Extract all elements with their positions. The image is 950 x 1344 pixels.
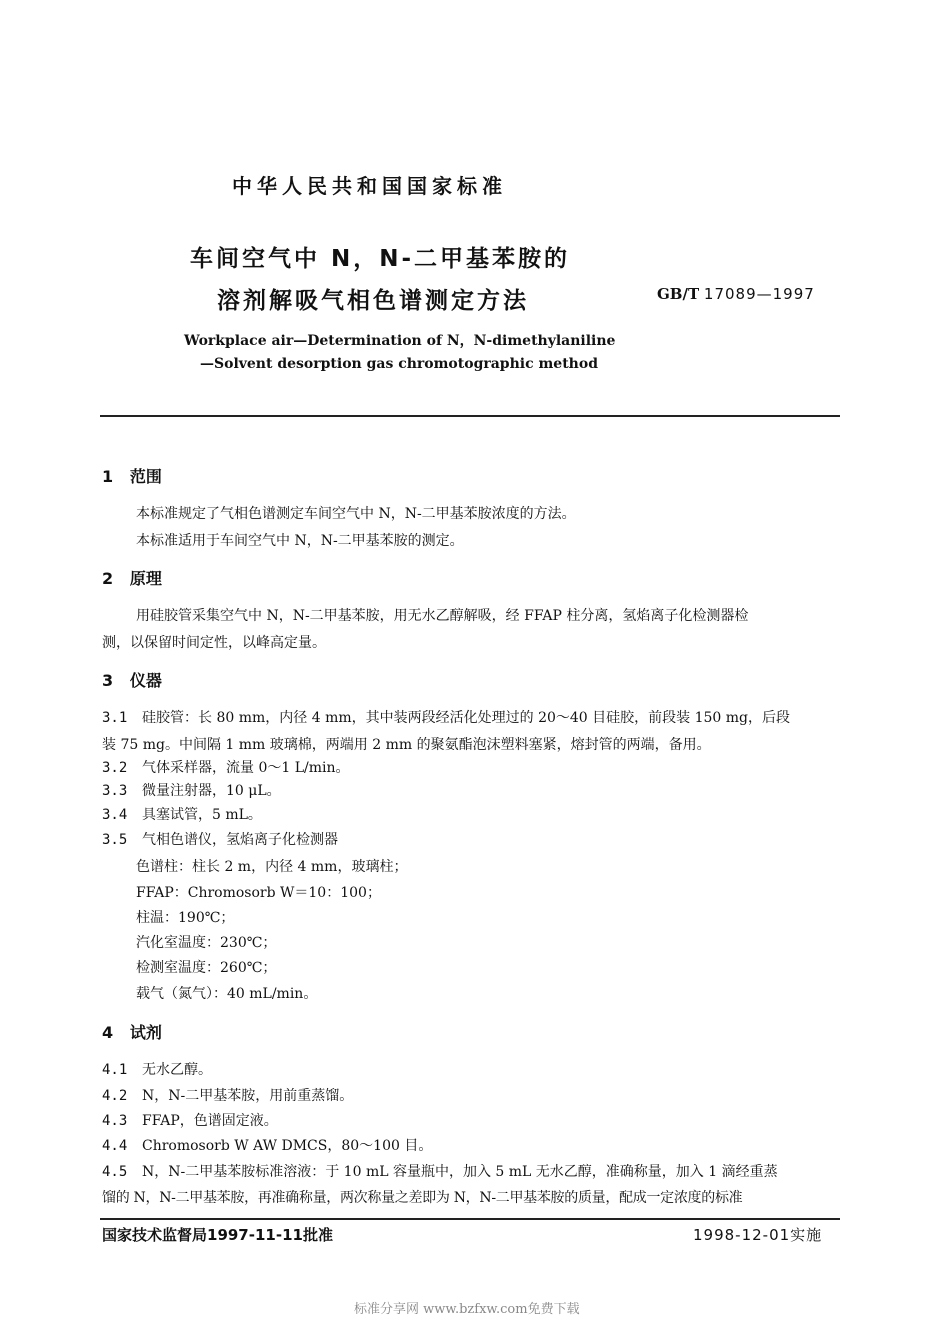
section-4-heading (102, 1020, 162, 1043)
instrument-detail: 色谱柱：柱长 2 m，内径 4 mm，玻璃柱； (136, 859, 408, 875)
section-number: 2 (102, 569, 114, 588)
clause-text: 微量注射器，10 μL。 (142, 783, 281, 799)
section-title: 仪器 (129, 671, 162, 690)
top-divider (100, 415, 840, 417)
section-title: 原理 (129, 569, 162, 588)
section-title: 试剂 (129, 1023, 162, 1042)
paragraph: 馏的 N，N-二甲基苯胺，再准确称量，两次称量之差即为 N，N-二甲基苯胺的质量，配成一定浓度的标准 (102, 1190, 743, 1206)
clause-text: 硅胶管：长 80 mm，内径 4 mm，其中装两段经活化处理过的 20～40 目硅胶，前段装 150 mg，后段 (142, 710, 791, 726)
clause-3-5 (102, 829, 338, 849)
bottom-divider (100, 1218, 840, 1220)
instrument-detail: FFAP：Chromosorb W＝10：100； (136, 885, 381, 901)
instrument-detail: 载气（氮气）：40 mL/min。 (136, 986, 318, 1002)
clause-4-3 (102, 1110, 278, 1130)
english-title-line-1: Workplace air—Determination of N，N-dimethylaniline (184, 333, 616, 349)
section-2-heading (102, 566, 162, 589)
clause-text: 无水乙醇。 (142, 1062, 212, 1078)
instrument-detail: 汽化室温度：230℃； (136, 935, 277, 951)
clause-4-2 (102, 1085, 353, 1105)
standard-prefix: GB/T (657, 285, 700, 303)
clause-number: 4.4 (102, 1138, 128, 1154)
clause-text: FFAP，色谱固定液。 (142, 1113, 278, 1129)
issuing-org: 中华人民共和国国家标准 (232, 174, 507, 198)
clause-text: 具塞试管，5 mL。 (142, 807, 262, 823)
clause-text: 气体采样器，流量 0～1 L/min。 (142, 760, 350, 776)
paragraph: 本标准适用于车间空气中 N，N-二甲基苯胺的测定。 (136, 533, 464, 549)
watermark: 标准分享网 www.bzfxw.com免费下载 (354, 1302, 580, 1317)
title-line-2: 溶剂解吸气相色谱测定方法 (217, 288, 529, 314)
clause-3-1 (102, 707, 790, 727)
section-title: 范围 (129, 467, 162, 486)
clause-4-4 (102, 1135, 432, 1155)
clause-number: 3.4 (102, 807, 128, 823)
paragraph: 本标准规定了气相色谱测定车间空气中 N，N-二甲基苯胺浓度的方法。 (136, 506, 576, 522)
title-line-1: 车间空气中 N，N-二甲基苯胺的 (190, 246, 571, 272)
section-1-heading (102, 464, 162, 487)
clause-number: 3.5 (102, 832, 128, 848)
clause-number: 4.3 (102, 1113, 128, 1129)
clause-3-3 (102, 780, 281, 800)
clause-text: 气相色谱仪，氢焰离子化检测器 (142, 832, 338, 848)
instrument-detail: 检测室温度：260℃； (136, 960, 277, 976)
section-number: 3 (102, 671, 114, 690)
paragraph: 测，以保留时间定性，以峰高定量。 (102, 635, 326, 651)
clause-number: 4.2 (102, 1088, 128, 1104)
clause-4-5 (102, 1161, 778, 1181)
english-title-line-2: —Solvent desorption gas chromotographic method (200, 356, 598, 372)
clause-number: 3.1 (102, 710, 128, 726)
clause-3-2 (102, 757, 350, 777)
instrument-detail: 柱温：190℃； (136, 910, 235, 926)
effective-date: 1998-12-01实施 (693, 1226, 823, 1244)
clause-text: N，N-二甲基苯胺，用前重蒸馏。 (142, 1088, 354, 1104)
paragraph: 装 75 mg。中间隔 1 mm 玻璃棉，两端用 2 mm 的聚氨酯泡沫塑料塞紧，熔封管的两端，备用。 (102, 737, 711, 753)
section-3-heading (102, 668, 162, 691)
section-number: 4 (102, 1023, 114, 1042)
clause-text: N，N-二甲基苯胺标准溶液：于 10 mL 容量瓶中，加入 5 mL 无水乙醇，准确称量，加入 1 滴经重蒸 (142, 1164, 778, 1180)
clause-number: 3.3 (102, 783, 128, 799)
standard-number (657, 285, 815, 303)
clause-number: 4.1 (102, 1062, 128, 1078)
section-number: 1 (102, 467, 114, 486)
standard-code: 17089—1997 (703, 285, 815, 303)
approval-line: 国家技术监督局1997-11-11批准 (102, 1226, 333, 1244)
clause-number: 4.5 (102, 1164, 128, 1180)
clause-number: 3.2 (102, 760, 128, 776)
clause-4-1 (102, 1059, 212, 1079)
clause-text: Chromosorb W AW DMCS，80～100 目。 (142, 1138, 433, 1154)
clause-3-4 (102, 804, 262, 824)
paragraph: 用硅胶管采集空气中 N，N-二甲基苯胺，用无水乙醇解吸，经 FFAP 柱分离，氢焰离子化检测器检 (136, 608, 749, 624)
